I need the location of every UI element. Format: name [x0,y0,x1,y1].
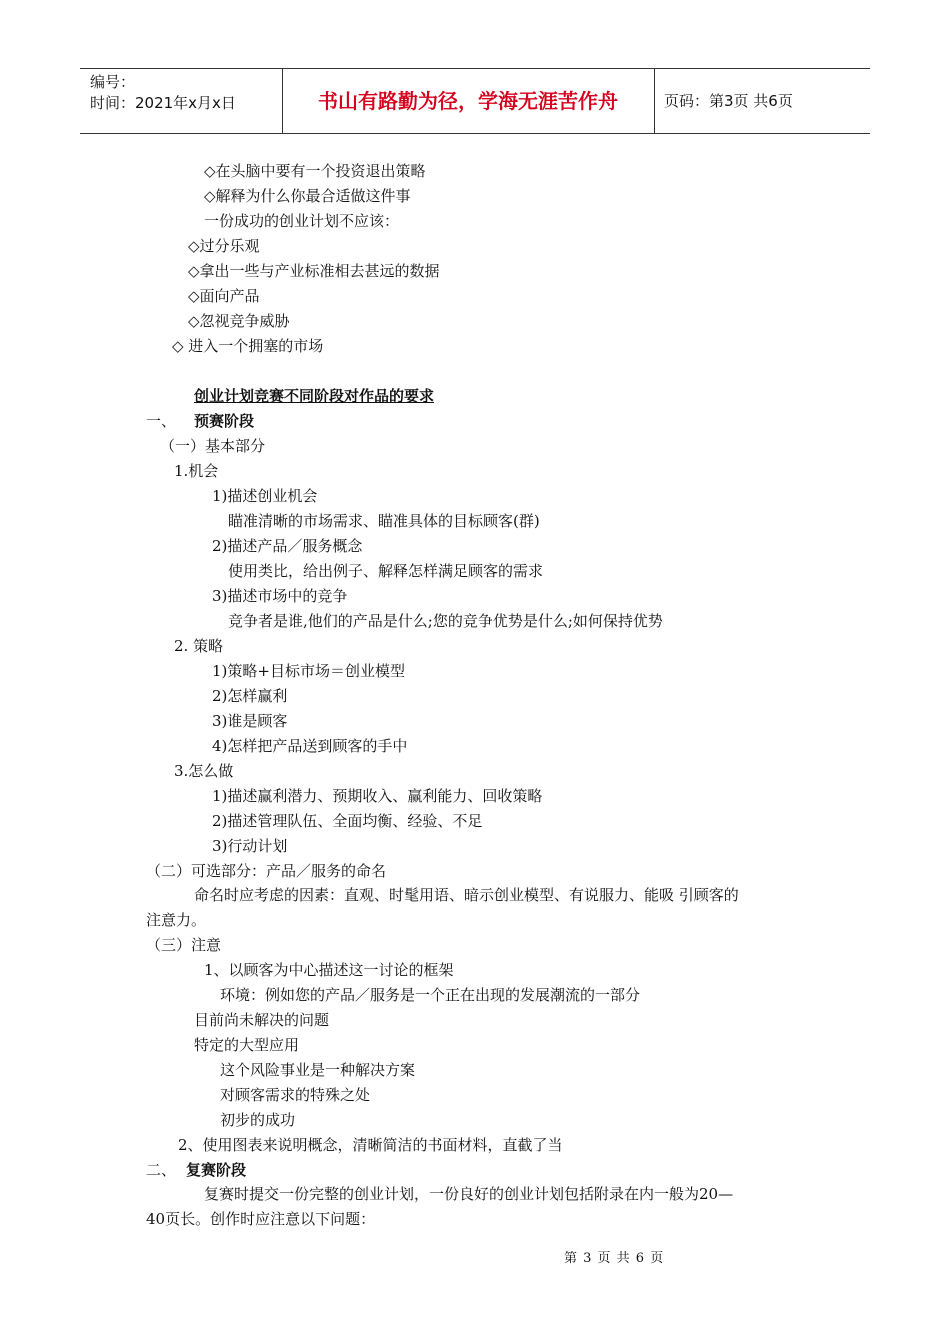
header-number-label: 编号： [90,73,136,91]
bullet-line: ◇ 进入一个拥塞的市场 [172,337,324,355]
item-heading: 2. 策略 [174,637,224,655]
sub-item: 1)描述创业机会 [212,487,318,505]
text-line: 特定的大型应用 [194,1036,300,1054]
text-line: 竞争者是谁,他们的产品是什么;您的竞争优势是什么;如何保持优势 [228,612,663,630]
text-line: 初步的成功 [220,1111,296,1129]
paragraph-line: 命名时应考虑的因素：直观、时髦用语、暗示创业模型、有说服力、能吸 引顾客的 [194,886,739,904]
text-line: 对顾客需求的特殊之处 [220,1086,371,1104]
sub-item: 2)怎样赢利 [212,687,288,705]
item-heading: 1.机会 [174,462,219,480]
sub-item: 2)描述产品／服务概念 [212,537,363,555]
text-line: 一份成功的创业计划不应该： [204,212,400,230]
section-number: 一、 [146,412,177,430]
bullet-line: ◇在头脑中要有一个投资退出策略 [204,162,426,180]
text-line: 使用类比，给出例子、解释怎样满足顾客的需求 [228,562,544,580]
section-title: 复赛阶段 [186,1161,247,1179]
page-footer: 第 3 页 共 6 页 [564,1251,665,1266]
header-page-label: 页码：第3页 共6页 [664,92,793,110]
subsection-title: （三）注意 [146,936,222,954]
text-line: 目前尚未解决的问题 [194,1011,330,1029]
sub-item: 2)描述管理队伍、全面均衡、经验、不足 [212,812,483,830]
paragraph-line: 40页长。创作时应注意以下问题： [146,1210,376,1228]
text-line: 环境：例如您的产品／服务是一个正在出现的发展潮流的一部分 [220,986,641,1004]
sub-item: 3)描述市场中的竞争 [212,587,348,605]
bullet-line: ◇解释为什么你最合适做这件事 [204,187,411,205]
header-meta [90,72,236,114]
header-date-label: 时间：2021年x月x日 [90,94,236,112]
section-number: 二、 [146,1161,177,1179]
page-header [80,68,870,134]
sub-item: 1)策略+目标市场＝创业模型 [212,662,405,680]
sub-item: 3)谁是顾客 [212,712,288,730]
header-motto: 书山有路勤为径，学海无涯苦作舟 [318,89,618,113]
section-title: 预赛阶段 [194,412,255,430]
section-heading: 创业计划竞赛不同阶段对作品的要求 [194,387,435,405]
sub-item: 3)行动计划 [212,837,288,855]
item-heading: 1、以顾客为中心描述这一讨论的框架 [204,961,454,979]
header-divider-right [654,69,655,133]
subsection-title: （一）基本部分 [160,437,266,455]
item-heading: 3.怎么做 [174,762,234,780]
subsection-title: （二）可选部分：产品／服务的命名 [146,862,387,880]
paragraph-line: 复赛时提交一份完整的创业计划，一份良好的创业计划包括附录在内一般为20— [204,1185,734,1203]
bullet-line: ◇拿出一些与产业标准相去甚远的数据 [188,262,440,280]
bullet-line: ◇面向产品 [188,287,260,305]
item-heading: 2、使用图表来说明概念，清晰简洁的书面材料，直截了当 [178,1136,563,1154]
bullet-line: ◇忽视竞争威胁 [188,312,290,330]
sub-item: 4)怎样把产品送到顾客的手中 [212,737,408,755]
bullet-line: ◇过分乐观 [188,237,260,255]
text-line: 这个风险事业是一种解决方案 [220,1061,416,1079]
text-line: 瞄准清晰的市场需求、瞄准具体的目标顾客(群) [228,512,540,530]
paragraph-line: 注意力。 [146,911,207,929]
sub-item: 1)描述赢利潜力、预期收入、赢利能力、回收策略 [212,787,543,805]
